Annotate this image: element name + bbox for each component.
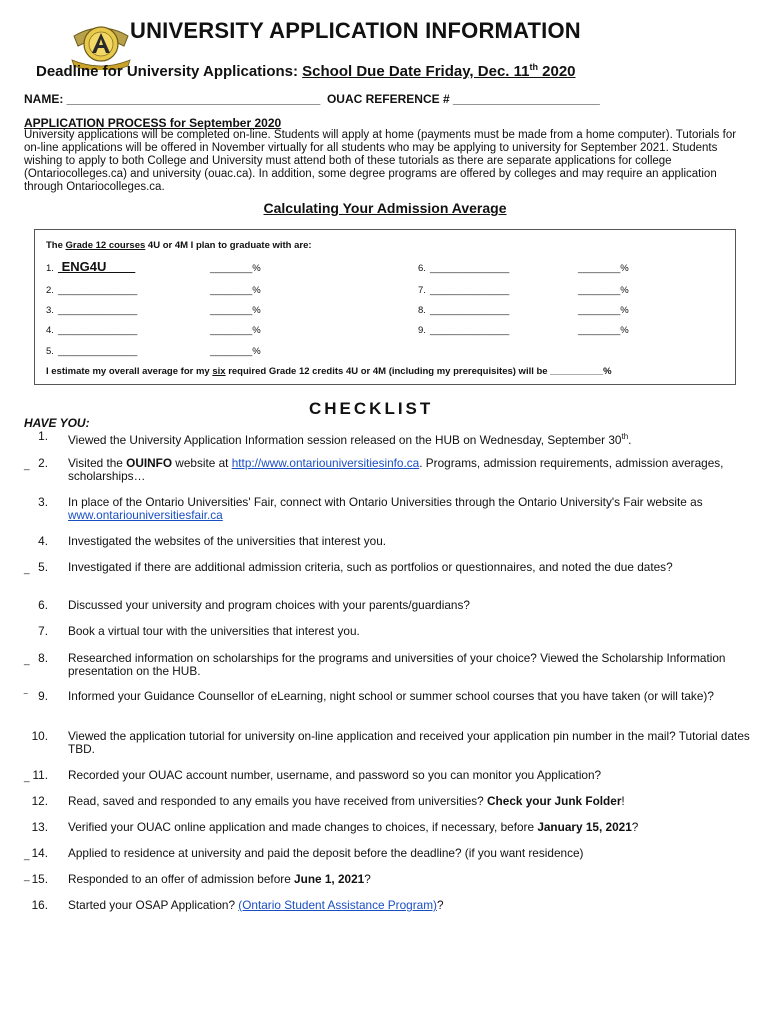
checklist-item-text: Applied to residence at university and paid the deposit before the deadline? (if you want residence) [68,846,584,860]
checklist-item-number: 10. [31,729,48,743]
course-number: 7. [418,285,426,296]
checkbox-mark[interactable]: _ [24,772,30,783]
course-mark-field[interactable]: ________% [578,325,629,336]
student-info-line [24,92,600,106]
checklist-item-text: Book a virtual tour with the universities that interest you. [68,624,360,638]
courses-intro: The Grade 12 courses 4U or 4M I plan to graduate with are: [46,240,312,251]
checklist-item-number: 4. [38,534,48,548]
checklist-item-number: 14. [31,846,48,860]
course-mark-field[interactable]: ________% [210,346,261,357]
average-heading: Calculating Your Admission Average [263,200,507,216]
average-calculator-box [34,229,736,385]
process-body: University applications will be completed on-line. Students will apply at home (payments must be made from a home computer). Tutorials for on-line applications will be offered in November virtually for all students who may be applying to university for September 2021. Students wishing to apply to both College and University must attend both of these tutorials as there are separate applications for college (Ontariocolleges.ca) and university (ouac.ca). In addition, some degree programs are offered by colleges and may require an application through Ontariocolleges.ca. [24,129,737,193]
average-estimate: I estimate my overall average for my six required Grade 12 credits 4U or 4M (including my prerequisites) will be __________% [46,366,612,377]
checklist-title: CHECKLIST [309,399,434,418]
checklist-item-number: 1. [38,429,48,443]
process-heading: APPLICATION PROCESS for September 2020 [24,116,282,130]
checklist-item-number: 9. [38,689,48,703]
checkbox-mark[interactable]: ‾ [24,693,28,704]
course-mark-field[interactable]: ________% [578,263,629,274]
course-mark-field[interactable]: ________% [210,325,261,336]
checklist-item-number: 3. [38,495,48,509]
checklist-item-text: Viewed the application tutorial for university on-line application and received your application pin number in the mail? Tutorial dates TBD. [68,729,750,756]
checklist-item-text: Viewed the University Application Information session released on the HUB on Wednesday, September 30th. [68,432,632,447]
checklist-item-text: Started your OSAP Application? (Ontario Student Assistance Program)? [68,898,444,912]
checkbox-mark[interactable]: _ [24,850,30,861]
course-mark-field[interactable]: ________% [210,285,261,296]
have-you-label: HAVE YOU: [24,416,90,430]
course-name-field[interactable]: ENG4U [58,259,136,274]
course-name-field[interactable]: _______________ [430,305,510,316]
checklist-item-number: 6. [38,598,48,612]
school-due-date: School Due Date Friday, Dec. 11th 2020 [302,62,576,80]
external-link[interactable]: http://www.ontariouniversitiesinfo.ca [231,456,420,470]
checklist-item-number: 15. [31,872,48,886]
ouac-field[interactable]: ______________________ [452,92,600,106]
course-name-field[interactable]: _______________ [430,263,510,274]
course-name-field[interactable]: _______________ [430,325,510,336]
checklist-item-text: Discussed your university and program choices with your parents/guardians? [68,598,470,612]
course-number: 9. [418,325,426,336]
course-mark-field[interactable]: ________% [210,263,261,274]
name-label: NAME: [24,92,64,106]
course-name-field[interactable]: _______________ [430,285,510,296]
deadline-label: Deadline for University Applications: [36,63,298,80]
checklist-item-text: Read, saved and responded to any emails you have received from universities? Check your Junk Folder! [68,794,625,808]
course-mark-field[interactable]: ________% [210,305,261,316]
checklist-item-number: 8. [38,651,48,665]
course-mark-field[interactable]: ________% [578,285,629,296]
checklist-item-number: 11. [32,768,48,782]
checklist-item-number: 16. [31,898,48,912]
course-mark-field[interactable]: ________% [578,305,629,316]
external-link[interactable]: (Ontario Student Assistance Program) [238,898,437,912]
checklist-item-number: 2. [38,456,48,470]
checklist-item-number: 5. [38,560,48,574]
course-number: 5. [46,346,54,357]
checklist-item-text: Visited the OUINFO website at http://www.ontariouniversitiesinfo.ca. Programs, admission requirements, admission averages, scholarships… [68,456,724,483]
checklist-item-text: Recorded your OUAC account number, username, and password so you can monitor you Application? [68,768,602,782]
external-link[interactable]: www.ontariouniversitiesfair.ca [68,508,223,522]
checklist-item-text: In place of the Ontario Universities' Fair, connect with Ontario Universities through the Ontario University's Fair website as www.ontariouniversitiesfair.ca [68,495,703,522]
checklist-item-text: Verified your OUAC online application and made changes to choices, if necessary, before January 15, 2021? [68,820,639,834]
course-name-field[interactable]: _______________ [58,285,138,296]
course-number: 4. [46,325,54,336]
page-title: UNIVERSITY APPLICATION INFORMATION [130,18,581,43]
course-name-field[interactable]: _______________ [58,346,138,357]
checkbox-mark[interactable]: _ [24,564,30,575]
course-number: 8. [418,305,426,316]
checkbox-mark[interactable]: _ [24,460,30,471]
checklist-item-number: 13. [31,820,48,834]
ouac-label: OUAC REFERENCE # [326,92,450,106]
checklist-item-text: Researched information on scholarships for the programs and universities of your choice? Viewed the Scholarship Information presentation on the HUB. [68,651,726,678]
course-number: 6. [418,263,426,274]
checklist-item-text: Investigated the websites of the universities that interest you. [68,534,387,548]
course-name-field[interactable]: _______________ [58,305,138,316]
course-name-field[interactable]: _______________ [58,325,138,336]
checkbox-mark[interactable]: _ [24,655,30,666]
checklist-item-number: 12. [31,794,48,808]
course-number: 1. [46,263,54,274]
course-number: 3. [46,305,54,316]
checkbox-mark[interactable]: _ [24,871,30,882]
checklist-item-text: Investigated if there are additional admission criteria, such as portfolios or questionnaires, and noted the due dates? [68,560,673,574]
deadline-line [36,62,576,80]
course-number: 2. [46,285,54,296]
checklist-item-number: 7. [38,624,48,638]
checklist-item-text: Informed your Guidance Counsellor of eLearning, night school or summer school courses that you have taken (or will take)? [68,689,714,703]
name-field[interactable]: ______________________________________ [66,92,321,106]
checklist-item-text: Responded to an offer of admission before June 1, 2021? [68,872,371,886]
